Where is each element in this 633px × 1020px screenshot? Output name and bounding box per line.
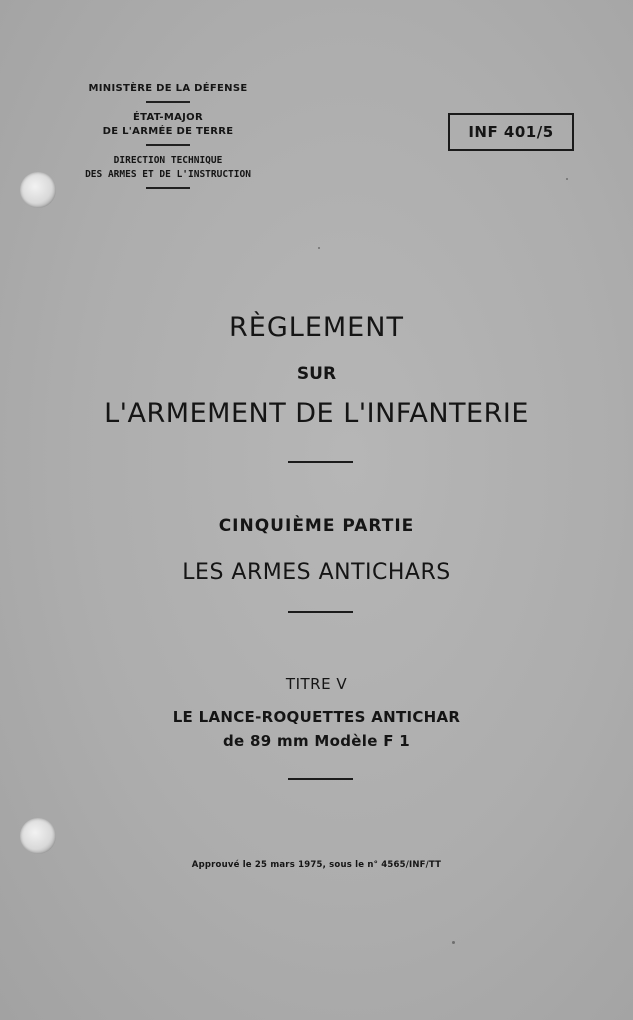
divider-2 [288,611,353,613]
section-subject-line-1: LE LANCE-ROQUETTES ANTICHAR [172,708,461,726]
paper-speck [318,247,320,249]
staff-line-1: ÉTAT-MAJOR [133,112,203,123]
title-line-2: SUR [296,364,337,384]
issuer-rule-1 [146,101,190,103]
staff-line-2: DE L'ARMÉE DE TERRE [102,126,234,137]
punch-hole-top [20,172,56,208]
divider-3 [288,778,353,780]
section-subject-line-2: de 89 mm Modèle F 1 [223,732,410,750]
reference-box: INF 401/5 [448,113,574,151]
section-title: TITRE V [285,675,348,693]
direction-line-2: DES ARMES ET DE L'INSTRUCTION [85,169,251,180]
approval-note: Approuvé le 25 mars 1975, sous le n° 4565/INF/TT [191,860,442,870]
paper-speck [566,178,568,180]
part-number: CINQUIÈME PARTIE [218,516,415,536]
issuer-rule-2 [146,144,190,146]
part-name: LES ARMES ANTICHARS [182,560,451,585]
divider-1 [288,461,353,463]
title-line-1: RÈGLEMENT [229,312,404,343]
direction-line-1: DIRECTION TECHNIQUE [113,155,223,166]
punch-hole-bottom [20,818,56,854]
title-line-3: L'ARMEMENT DE L'INFANTERIE [104,398,529,429]
issuer-rule-3 [146,187,190,189]
issuer-block [70,82,266,197]
ministry-line: MINISTÈRE DE LA DÉFENSE [88,83,248,94]
paper-speck [452,941,455,944]
